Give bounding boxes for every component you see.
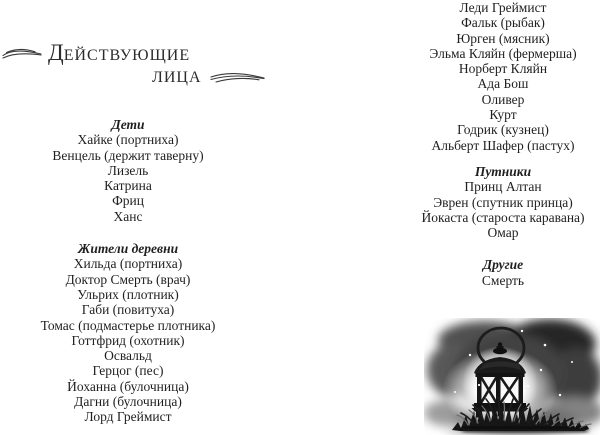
section-header-children: Дети bbox=[111, 117, 145, 132]
cast-member: Принц Алтан bbox=[464, 179, 542, 195]
page-title-line2 bbox=[152, 66, 265, 90]
cast-column-left bbox=[8, 117, 248, 425]
cast-member: Герцог (пес) bbox=[92, 363, 164, 379]
cast-member: Доктор Смерть (врач) bbox=[65, 271, 191, 287]
right-flourish-icon bbox=[209, 71, 265, 85]
cast-member: Омар bbox=[487, 225, 519, 241]
cast-member: Лизель bbox=[107, 162, 149, 178]
cast-list-villagers-continued bbox=[383, 0, 600, 153]
title-line1-rest: ЕЙСТВУЮЩИЕ bbox=[63, 47, 191, 64]
cast-member: Йокаста (староста каравана) bbox=[421, 209, 585, 225]
cast-list-children bbox=[8, 132, 248, 224]
page-title-line1 bbox=[2, 41, 190, 68]
title-initial-cap: Д bbox=[48, 40, 64, 65]
cast-member: Курт bbox=[489, 107, 517, 123]
cast-member: Эврен (спутник принца) bbox=[433, 194, 573, 210]
cast-member: Габи (повитуха) bbox=[81, 302, 175, 318]
cast-member: Леди Греймист bbox=[459, 0, 547, 15]
cast-member: Фальк (рыбак) bbox=[461, 15, 545, 31]
section-travelers bbox=[383, 164, 600, 240]
cast-list-others bbox=[383, 273, 600, 288]
cast-member: Ада Бош bbox=[477, 76, 529, 92]
title-text bbox=[48, 41, 190, 68]
section-villagers bbox=[8, 241, 248, 425]
section-header-others: Другие bbox=[482, 257, 524, 273]
title-line2-text: ЛИЦА bbox=[152, 69, 202, 86]
cast-member: Дагни (булочница) bbox=[74, 394, 182, 410]
cast-member: Ханс bbox=[113, 208, 143, 224]
lantern-illustration bbox=[424, 318, 600, 435]
section-header-villagers: Жители деревни bbox=[77, 241, 179, 257]
section-children bbox=[8, 117, 248, 224]
cast-member: Смерть bbox=[481, 272, 525, 288]
cast-member: Катрина bbox=[104, 178, 152, 194]
section-others bbox=[383, 257, 600, 288]
cast-member: Лорд Греймист bbox=[84, 409, 172, 425]
left-flourish-icon bbox=[2, 48, 42, 62]
cast-column-right bbox=[383, 0, 600, 288]
section-header-travelers: Путники bbox=[474, 163, 532, 179]
cast-list-villagers bbox=[8, 256, 248, 424]
cast-member: Ульрих (плотник) bbox=[77, 286, 179, 302]
cast-member: Освальд bbox=[104, 348, 152, 364]
cast-member: Готтфрид (охотник) bbox=[71, 332, 185, 348]
cast-member: Оливер bbox=[481, 91, 525, 107]
cast-member: Томас (подмастерье плотника) bbox=[40, 317, 216, 333]
cast-member: Фриц bbox=[112, 193, 144, 209]
cast-member: Эльма Кляйн (фермерша) bbox=[429, 45, 577, 61]
cast-member: Годрик (кузнец) bbox=[457, 122, 549, 138]
cast-member: Хильда (портниха) bbox=[73, 256, 183, 272]
cast-member: Хайке (портниха) bbox=[77, 132, 179, 148]
cast-member: Норберт Кляйн bbox=[458, 61, 548, 77]
cast-member: Юрген (мясник) bbox=[456, 30, 550, 46]
cast-member: Венцель (держит таверну) bbox=[52, 147, 204, 163]
cast-member: Йоханна (булочница) bbox=[67, 378, 189, 394]
cast-member: Альберт Шафер (пастух) bbox=[431, 137, 575, 153]
cast-list-travelers bbox=[383, 179, 600, 240]
